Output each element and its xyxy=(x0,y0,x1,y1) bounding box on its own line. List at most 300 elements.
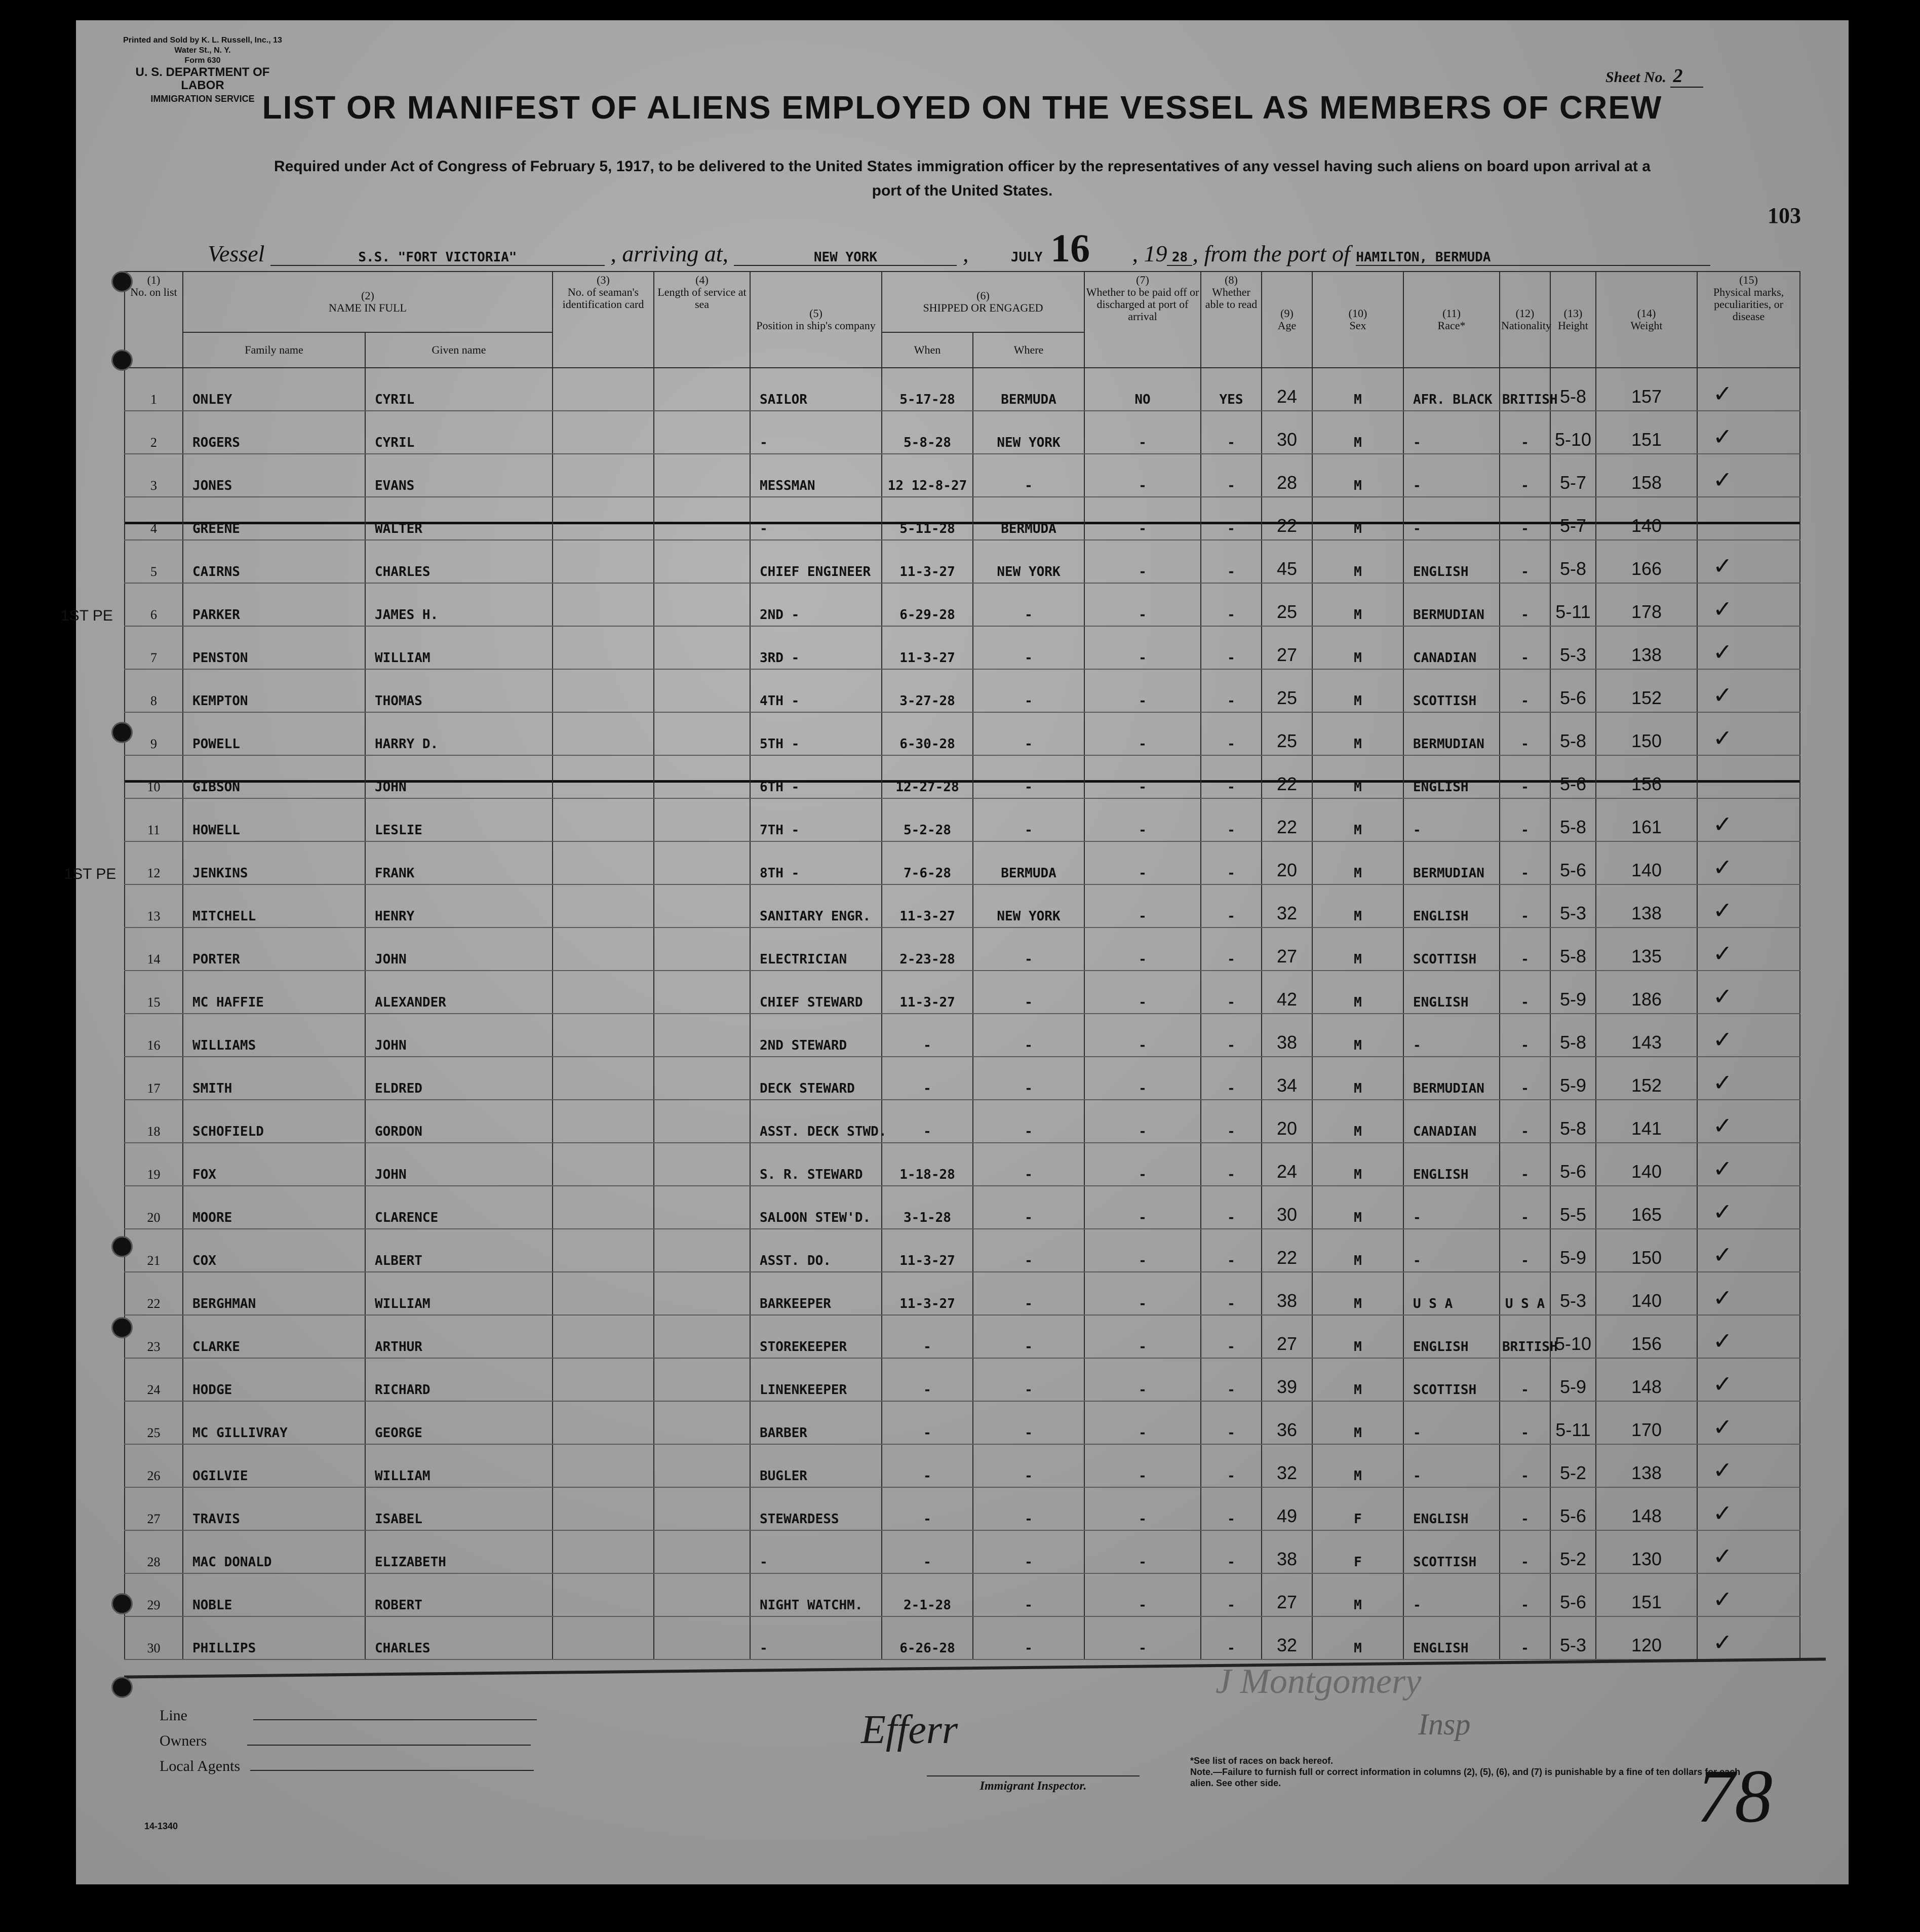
paid-off-cell: - xyxy=(1084,1014,1201,1057)
col-marks-header: (15) Physical marks, peculiarities, or disease xyxy=(1697,272,1800,368)
shipped-when-cell: 6-30-28 xyxy=(882,712,973,755)
paid-off-cell: - xyxy=(1084,583,1201,626)
table-row xyxy=(125,1616,1800,1659)
table-row xyxy=(125,626,1800,669)
position-cell: ELECTRICIAN xyxy=(750,928,882,971)
family-name-cell: SCHOFIELD xyxy=(183,1100,365,1143)
race-cell: BERMUDIAN xyxy=(1403,583,1500,626)
able-to-read-cell: - xyxy=(1201,1057,1262,1100)
height-cell: 5-11 xyxy=(1550,1401,1596,1444)
row-number-cell xyxy=(125,1358,183,1401)
family-name-cell: HOWELL xyxy=(183,798,365,841)
id-card-cell-cell xyxy=(553,411,654,454)
race-cell: U S A xyxy=(1403,1272,1500,1315)
second-signature: J Montgomery xyxy=(1216,1662,1422,1701)
sex-cell: M xyxy=(1312,1229,1403,1272)
sex-cell: M xyxy=(1312,971,1403,1014)
row-number: 20 xyxy=(147,1210,161,1225)
given-name-cell: ALBERT xyxy=(365,1229,553,1272)
age-cell: 22 xyxy=(1262,497,1312,540)
form-number: Form 630 xyxy=(184,56,221,65)
family-name-cell: POWELL xyxy=(183,712,365,755)
height-cell: 5-7 xyxy=(1550,454,1596,497)
shipped-when-cell: 2-1-28 xyxy=(882,1573,973,1616)
height-cell: 5-5 xyxy=(1550,1186,1596,1229)
family-name-cell: COX xyxy=(183,1229,365,1272)
shipped-where-cell: - xyxy=(973,1315,1084,1358)
row-number-cell xyxy=(125,368,183,411)
col-service-header: (4) Length of service at sea xyxy=(654,272,750,368)
nationality-cell: - xyxy=(1500,497,1550,540)
row-number: 27 xyxy=(147,1512,161,1526)
sex-cell: F xyxy=(1312,1487,1403,1530)
nationality-cell: - xyxy=(1500,1573,1550,1616)
shipped-where-cell: - xyxy=(973,1487,1084,1530)
shipped-when-cell: 5-11-28 xyxy=(882,497,973,540)
nationality-cell: - xyxy=(1500,798,1550,841)
row-number-cell xyxy=(125,1401,183,1444)
weight-cell: 148 xyxy=(1596,1487,1697,1530)
nationality-cell: - xyxy=(1500,1530,1550,1573)
service-cell-cell xyxy=(654,540,750,583)
race-cell: ENGLISH xyxy=(1403,1487,1500,1530)
row-number-cell xyxy=(125,1530,183,1573)
col-read-header: (8) Whether able to read xyxy=(1201,272,1262,368)
table-row xyxy=(125,497,1800,540)
row-number-cell xyxy=(125,1272,183,1315)
row-number: 19 xyxy=(147,1167,161,1182)
height-cell: 5-8 xyxy=(1550,712,1596,755)
family-name-cell: ONLEY xyxy=(183,368,365,411)
sex-cell: M xyxy=(1312,712,1403,755)
row-number-cell xyxy=(125,1444,183,1487)
nationality-cell: - xyxy=(1500,1358,1550,1401)
race-cell: BERMUDIAN xyxy=(1403,1057,1500,1100)
row-number-cell xyxy=(125,1014,183,1057)
age-cell: 20 xyxy=(1262,1100,1312,1143)
age-cell: 32 xyxy=(1262,1444,1312,1487)
shipped-when-cell: 6-26-28 xyxy=(882,1616,973,1659)
col-family-name-header: Family name xyxy=(183,332,365,368)
service-cell-cell xyxy=(654,1272,750,1315)
family-name-cell: TRAVIS xyxy=(183,1487,365,1530)
able-to-read-cell: - xyxy=(1201,1100,1262,1143)
shipped-where-cell: NEW YORK xyxy=(973,884,1084,928)
shipped-when-cell: 7-6-28 xyxy=(882,841,973,884)
weight-cell: 140 xyxy=(1596,841,1697,884)
row-number: 3 xyxy=(150,478,157,493)
physical-marks-cell: ✓ xyxy=(1697,1014,1800,1057)
height-cell: 5-2 xyxy=(1550,1444,1596,1487)
age-cell: 36 xyxy=(1262,1401,1312,1444)
able-to-read-cell: YES xyxy=(1201,368,1262,411)
id-card-cell-cell xyxy=(553,1358,654,1401)
position-cell: S. R. STEWARD xyxy=(750,1143,882,1186)
race-cell: SCOTTISH xyxy=(1403,669,1500,712)
service-cell-cell xyxy=(654,1444,750,1487)
crew-table xyxy=(61,271,1800,1660)
id-card-cell-cell xyxy=(553,1229,654,1272)
from-port-label: , from the port of xyxy=(1192,241,1350,266)
given-name-cell: WILLIAM xyxy=(365,626,553,669)
age-cell: 20 xyxy=(1262,841,1312,884)
family-name-cell: CAIRNS xyxy=(183,540,365,583)
physical-marks-cell: ✓ xyxy=(1697,1444,1800,1487)
nationality-cell: - xyxy=(1500,1616,1550,1659)
age-cell: 34 xyxy=(1262,1057,1312,1100)
shipped-when-cell: 11-3-27 xyxy=(882,626,973,669)
binder-hole xyxy=(111,271,133,292)
inspector-label: Immigrant Inspector. xyxy=(927,1775,1140,1793)
row-number: 8 xyxy=(150,693,157,708)
table-row xyxy=(125,1444,1800,1487)
shipped-where-cell: - xyxy=(973,928,1084,971)
weight-cell: 157 xyxy=(1596,368,1697,411)
service-cell-cell xyxy=(654,755,750,798)
line-field xyxy=(160,1707,537,1732)
footnote-races: *See list of races on back hereof. xyxy=(1190,1756,1334,1766)
position-cell: SANITARY ENGR. xyxy=(750,884,882,928)
col-no-header: (1) No. on list xyxy=(125,272,183,368)
position-cell: DECK STEWARD xyxy=(750,1057,882,1100)
id-card-cell-cell xyxy=(553,1100,654,1143)
physical-marks-cell: ✓ xyxy=(1697,1573,1800,1616)
shipped-when-cell: 5-2-28 xyxy=(882,798,973,841)
table-row xyxy=(125,368,1800,411)
service-cell-cell xyxy=(654,1100,750,1143)
id-card-cell-cell xyxy=(553,971,654,1014)
able-to-read-cell: - xyxy=(1201,1616,1262,1659)
weight-cell: 143 xyxy=(1596,1014,1697,1057)
able-to-read-cell: - xyxy=(1201,540,1262,583)
vessel-name: S.S. "FORT VICTORIA" xyxy=(270,250,605,266)
arriving-label: , arriving at, xyxy=(610,241,728,266)
weight-cell: 186 xyxy=(1596,971,1697,1014)
row-number-cell xyxy=(125,1186,183,1229)
able-to-read-cell: - xyxy=(1201,1014,1262,1057)
shipped-when-cell: 12-27-28 xyxy=(882,755,973,798)
height-cell: 5-6 xyxy=(1550,755,1596,798)
paid-off-cell: - xyxy=(1084,841,1201,884)
race-cell: ENGLISH xyxy=(1403,1616,1500,1659)
family-name-cell: MOORE xyxy=(183,1186,365,1229)
id-card-cell-cell xyxy=(553,1272,654,1315)
age-cell: 42 xyxy=(1262,971,1312,1014)
subtitle-line-2: port of the United States. xyxy=(872,182,1053,199)
shipped-where-cell: - xyxy=(973,1358,1084,1401)
sex-cell: M xyxy=(1312,669,1403,712)
sex-cell: M xyxy=(1312,411,1403,454)
physical-marks-cell xyxy=(1697,755,1800,798)
position-cell: ASST. DO. xyxy=(750,1229,882,1272)
family-name-cell: MC GILLIVRAY xyxy=(183,1401,365,1444)
id-card-cell-cell xyxy=(553,1616,654,1659)
table-row xyxy=(125,1057,1800,1100)
id-card-cell-cell xyxy=(553,1143,654,1186)
shipped-where-cell: BERMUDA xyxy=(973,368,1084,411)
position-cell: - xyxy=(750,1616,882,1659)
position-cell: 4TH - xyxy=(750,669,882,712)
sex-cell: M xyxy=(1312,497,1403,540)
family-name-cell: KEMPTON xyxy=(183,669,365,712)
manifest-sheet xyxy=(61,20,1849,1884)
service-cell-cell xyxy=(654,497,750,540)
table-row xyxy=(125,1530,1800,1573)
position-cell: - xyxy=(750,497,882,540)
sheet-number xyxy=(1605,65,1703,87)
age-cell: 28 xyxy=(1262,454,1312,497)
family-name-cell: SMITH xyxy=(183,1057,365,1100)
sex-cell: M xyxy=(1312,928,1403,971)
row-number-cell xyxy=(125,1143,183,1186)
family-name-cell: PHILLIPS xyxy=(183,1616,365,1659)
weight-cell: 156 xyxy=(1596,755,1697,798)
table-row xyxy=(125,1401,1800,1444)
paid-off-cell: - xyxy=(1084,1487,1201,1530)
row-number-cell xyxy=(125,712,183,755)
able-to-read-cell: - xyxy=(1201,1358,1262,1401)
position-cell: CHIEF ENGINEER xyxy=(750,540,882,583)
row-number: 2 xyxy=(150,435,157,450)
paid-off-cell: - xyxy=(1084,669,1201,712)
sex-cell: M xyxy=(1312,1444,1403,1487)
given-name-cell: ISABEL xyxy=(365,1487,553,1530)
physical-marks-cell: ✓ xyxy=(1697,971,1800,1014)
id-card-cell-cell xyxy=(553,540,654,583)
nationality-cell: - xyxy=(1500,1401,1550,1444)
paid-off-cell: - xyxy=(1084,1229,1201,1272)
paid-off-cell: - xyxy=(1084,411,1201,454)
col-name-header: (2) NAME IN FULL xyxy=(183,272,553,332)
nationality-cell: BRITISH xyxy=(1500,368,1550,411)
given-name-cell: ELDRED xyxy=(365,1057,553,1100)
margin-annotation: 1ST PE xyxy=(61,607,113,624)
footer-fields xyxy=(160,1707,537,1783)
race-cell: ENGLISH xyxy=(1403,755,1500,798)
row-number: 25 xyxy=(147,1425,161,1440)
row-number-cell xyxy=(125,755,183,798)
able-to-read-cell: - xyxy=(1201,1487,1262,1530)
weight-cell: 148 xyxy=(1596,1358,1697,1401)
department-label: U. S. DEPARTMENT OF LABOR xyxy=(135,65,270,92)
shipped-where-cell: - xyxy=(973,1401,1084,1444)
height-cell: 5-8 xyxy=(1550,798,1596,841)
departure-port: HAMILTON, BERMUDA xyxy=(1356,250,1710,266)
race-cell: - xyxy=(1403,798,1500,841)
shipped-when-cell: - xyxy=(882,1315,973,1358)
nationality-cell: - xyxy=(1500,1057,1550,1100)
weight-cell: 140 xyxy=(1596,1143,1697,1186)
given-name-cell: WILLIAM xyxy=(365,1272,553,1315)
shipped-where-cell: - xyxy=(973,755,1084,798)
shipped-where-cell: - xyxy=(973,454,1084,497)
page-subtitle xyxy=(177,154,1747,203)
service-cell-cell xyxy=(654,1573,750,1616)
shipped-where-cell: - xyxy=(973,1186,1084,1229)
table-row xyxy=(125,1100,1800,1143)
id-card-cell-cell xyxy=(553,1014,654,1057)
paid-off-cell: - xyxy=(1084,928,1201,971)
row-number: 16 xyxy=(147,1038,161,1053)
row-number: 28 xyxy=(147,1555,161,1569)
age-cell: 39 xyxy=(1262,1358,1312,1401)
family-name-cell: JENKINS xyxy=(183,841,365,884)
service-cell-cell xyxy=(654,1315,750,1358)
weight-cell: 165 xyxy=(1596,1186,1697,1229)
shipped-where-cell: - xyxy=(973,1229,1084,1272)
position-cell: BARBER xyxy=(750,1401,882,1444)
shipped-when-cell: 11-3-27 xyxy=(882,1272,973,1315)
physical-marks-cell: ✓ xyxy=(1697,1100,1800,1143)
age-cell: 49 xyxy=(1262,1487,1312,1530)
height-cell: 5-6 xyxy=(1550,841,1596,884)
service-label: IMMIGRATION SERVICE xyxy=(150,94,255,104)
nationality-cell: U S A xyxy=(1500,1272,1550,1315)
weight-cell: 150 xyxy=(1596,712,1697,755)
service-cell-cell xyxy=(654,626,750,669)
shipped-when-cell: 11-3-27 xyxy=(882,971,973,1014)
able-to-read-cell: - xyxy=(1201,1143,1262,1186)
position-cell: STEWARDESS xyxy=(750,1487,882,1530)
arriving-port: NEW YORK xyxy=(734,250,957,266)
physical-marks-cell: ✓ xyxy=(1697,712,1800,755)
able-to-read-cell: - xyxy=(1201,1573,1262,1616)
row-number: 23 xyxy=(147,1339,161,1354)
row-number-cell xyxy=(61,583,183,626)
table-row xyxy=(125,1014,1800,1057)
service-cell-cell xyxy=(654,1229,750,1272)
height-cell: 5-7 xyxy=(1550,497,1596,540)
service-cell-cell xyxy=(654,884,750,928)
given-name-cell: JOHN xyxy=(365,755,553,798)
line-label: Line xyxy=(160,1707,187,1724)
shipped-where-cell: - xyxy=(973,1616,1084,1659)
table-row xyxy=(125,884,1800,928)
shipped-where-cell: - xyxy=(973,1100,1084,1143)
physical-marks-cell xyxy=(1697,497,1800,540)
col-weight-header: (14) Weight xyxy=(1596,272,1697,368)
age-cell: 45 xyxy=(1262,540,1312,583)
height-cell: 5-10 xyxy=(1550,1315,1596,1358)
row-number: 9 xyxy=(150,737,157,751)
age-cell: 22 xyxy=(1262,798,1312,841)
row-number: 26 xyxy=(147,1469,161,1483)
weight-cell: 178 xyxy=(1596,583,1697,626)
physical-marks-cell: ✓ xyxy=(1697,1358,1800,1401)
row-number: 6 xyxy=(150,607,157,622)
shipped-where-cell: - xyxy=(973,1573,1084,1616)
able-to-read-cell: - xyxy=(1201,1530,1262,1573)
able-to-read-cell: - xyxy=(1201,454,1262,497)
shipped-where-cell: NEW YORK xyxy=(973,411,1084,454)
service-cell-cell xyxy=(654,1358,750,1401)
paid-off-cell: - xyxy=(1084,798,1201,841)
weight-cell: 150 xyxy=(1596,1229,1697,1272)
row-number-cell xyxy=(125,454,183,497)
given-name-cell: ELIZABETH xyxy=(365,1530,553,1573)
given-name-cell: RICHARD xyxy=(365,1358,553,1401)
race-cell: CANADIAN xyxy=(1403,1100,1500,1143)
age-cell: 24 xyxy=(1262,1143,1312,1186)
service-cell-cell xyxy=(654,1143,750,1186)
service-cell-cell xyxy=(654,454,750,497)
nationality-cell: - xyxy=(1500,928,1550,971)
sex-cell: M xyxy=(1312,1143,1403,1186)
given-name-cell: WILLIAM xyxy=(365,1444,553,1487)
vessel-line: Vessel S.S. "FORT VICTORIA" , arriving at, NEW YORK , JULY 16 , 19 28 , from the port of HAMILTON, BERMUDA xyxy=(208,225,1727,272)
age-cell: 30 xyxy=(1262,1186,1312,1229)
position-cell: - xyxy=(750,411,882,454)
shipped-where-cell: BERMUDA xyxy=(973,841,1084,884)
height-cell: 5-10 xyxy=(1550,411,1596,454)
given-name-cell: GORDON xyxy=(365,1100,553,1143)
family-name-cell: ROGERS xyxy=(183,411,365,454)
id-card-cell-cell xyxy=(553,497,654,540)
col-shipped-header: (6) SHIPPED OR ENGAGED xyxy=(882,272,1084,332)
height-cell: 5-3 xyxy=(1550,884,1596,928)
sex-cell: M xyxy=(1312,1315,1403,1358)
family-name-cell: WILLIAMS xyxy=(183,1014,365,1057)
position-cell: BARKEEPER xyxy=(750,1272,882,1315)
shipped-when-cell: 12 12-8-27 xyxy=(882,454,973,497)
race-cell: CANADIAN xyxy=(1403,626,1500,669)
family-name-cell: NOBLE xyxy=(183,1573,365,1616)
row-number: 4 xyxy=(150,521,157,536)
nationality-cell: - xyxy=(1500,971,1550,1014)
sex-cell: M xyxy=(1312,884,1403,928)
able-to-read-cell: - xyxy=(1201,1272,1262,1315)
row-number: 30 xyxy=(147,1641,161,1655)
sex-cell: M xyxy=(1312,1272,1403,1315)
row-number-cell xyxy=(64,841,183,884)
id-card-cell-cell xyxy=(553,1057,654,1100)
id-card-cell-cell xyxy=(553,798,654,841)
race-cell: - xyxy=(1403,497,1500,540)
col-position-header: (5) Position in ship's company xyxy=(750,272,882,368)
row-number-cell xyxy=(125,540,183,583)
table-row xyxy=(125,712,1800,755)
able-to-read-cell: - xyxy=(1201,798,1262,841)
shipped-where-cell: - xyxy=(973,1530,1084,1573)
footnote xyxy=(1190,1755,1747,1789)
paid-off-cell: - xyxy=(1084,1100,1201,1143)
sex-cell: M xyxy=(1312,1358,1403,1401)
position-cell: BUGLER xyxy=(750,1444,882,1487)
able-to-read-cell: - xyxy=(1201,583,1262,626)
weight-cell: 161 xyxy=(1596,798,1697,841)
row-number: 17 xyxy=(147,1081,161,1096)
able-to-read-cell: - xyxy=(1201,928,1262,971)
binder-hole xyxy=(111,1593,133,1614)
age-cell: 38 xyxy=(1262,1530,1312,1573)
col-nationality-header: (12) Nationality xyxy=(1500,272,1550,368)
paid-off-cell: - xyxy=(1084,1616,1201,1659)
race-cell: - xyxy=(1403,1229,1500,1272)
service-cell-cell xyxy=(654,1401,750,1444)
nationality-cell: - xyxy=(1500,1143,1550,1186)
race-cell: BERMUDIAN xyxy=(1403,841,1500,884)
paid-off-cell: - xyxy=(1084,1573,1201,1616)
sex-cell: M xyxy=(1312,1014,1403,1057)
weight-cell: 166 xyxy=(1596,540,1697,583)
row-number-cell xyxy=(125,669,183,712)
height-cell: 5-8 xyxy=(1550,1100,1596,1143)
paid-off-cell: - xyxy=(1084,1143,1201,1186)
agents-field xyxy=(160,1758,537,1783)
family-name-cell: BERGHMAN xyxy=(183,1272,365,1315)
paid-off-cell: - xyxy=(1084,884,1201,928)
age-cell: 27 xyxy=(1262,626,1312,669)
